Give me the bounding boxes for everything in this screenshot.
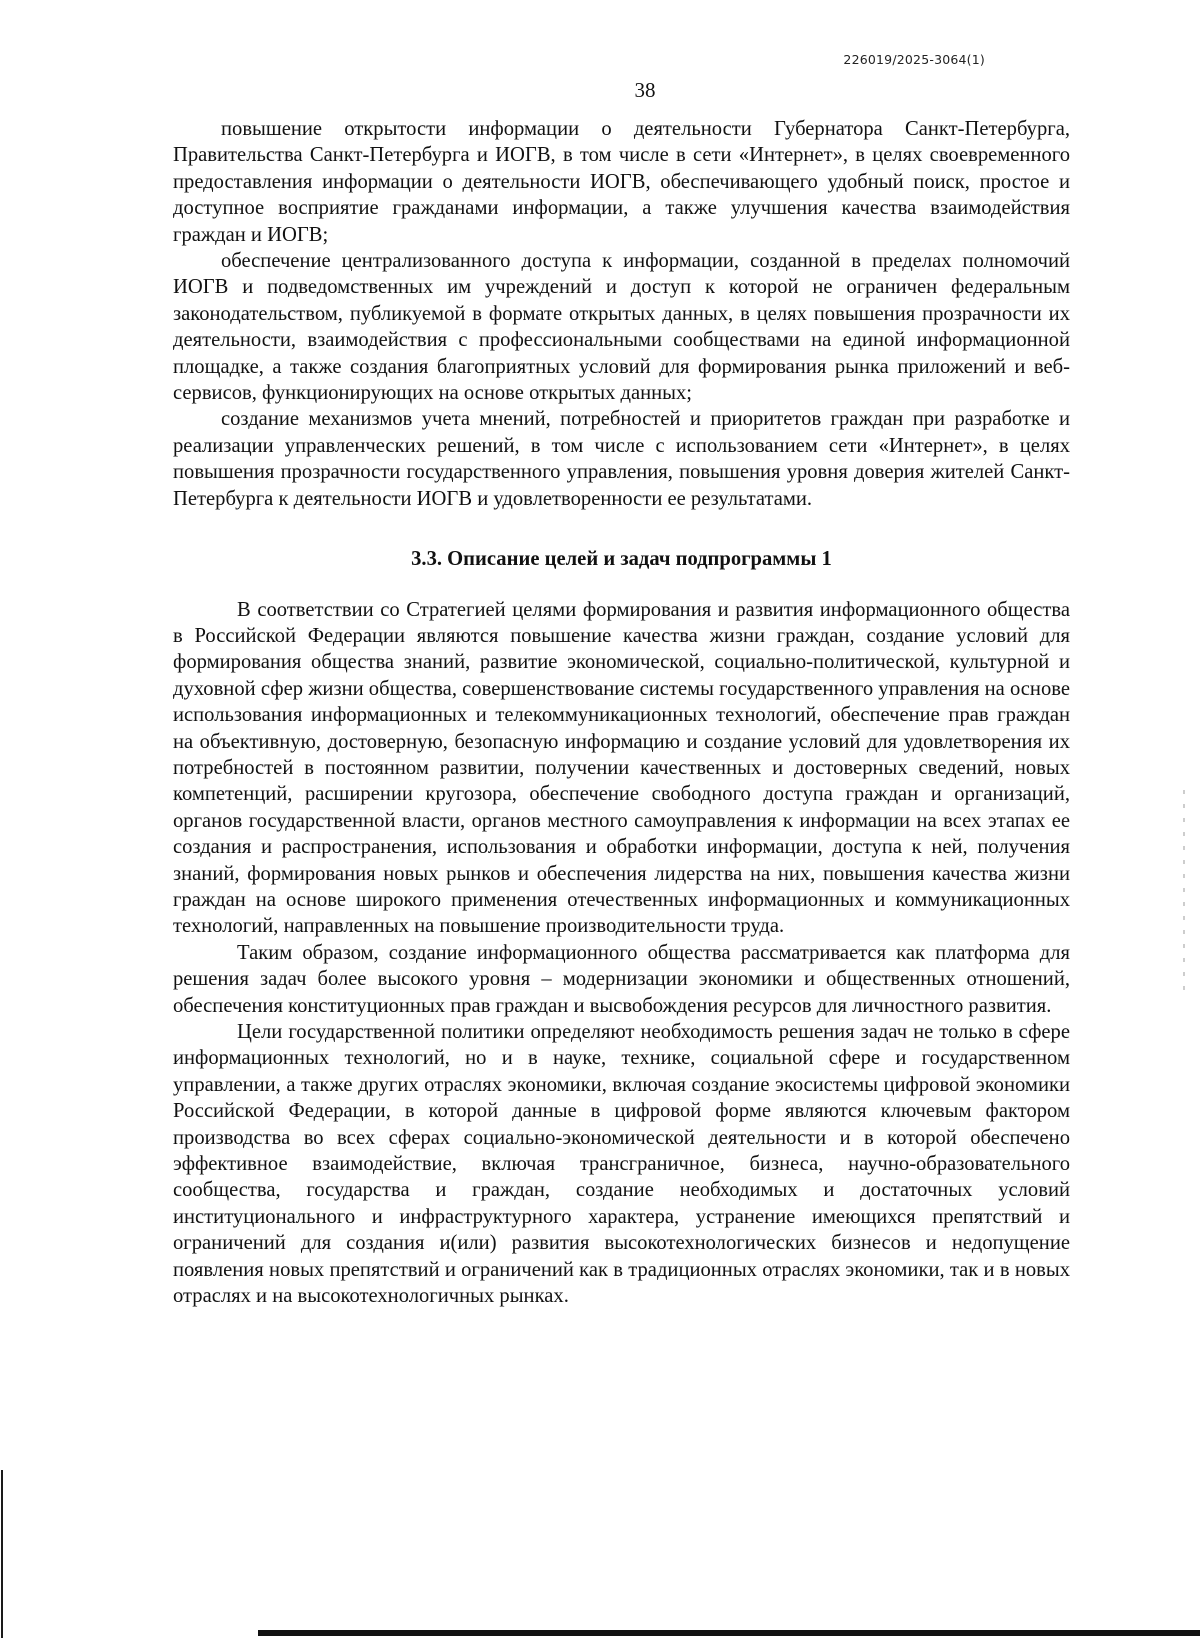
paragraph-open-data: обеспечение централизованного доступа к информации, созданной в пределах полномочий ИОГВ и подведомственных им учреждений и доступ к которой не ограничен федеральным законодательством, публикуемой в формате открытых данных, в целях повышения прозрачности их деятельности, взаимодействия с профессиональными сообществами на единой информационной площадке, а также создания благоприятных условий для формирования рынка приложений и веб-сервисов, функционирующих на основе открытых данных; — [173, 250, 1070, 405]
paragraph-state-policy-goals: Цели государственной политики определяют необходимость решения задач не только в сфере информационных технологий, но и в науке, технике, социальной сфере и государственном управлении, а также других отраслях экономики, включая создание экосистемы цифровой экономики Российской Федерации, в которой данные в цифровой форме являются ключевым фактором производства во всех сферах социально-экономической деятельности и в которой обеспечено эффективное взаимодействие, включая трансграничное, бизнеса, научно-образовательного сообщества, государства и граждан, создание необходимых и достаточных условий институционального и инфраструктурного характера, устранение имеющихся препятствий и ограничений для создания и(или) развития высокотехнологических бизнесов и недопущение появления новых препятствий и ограничений как в традиционных отраслях экономики, так и в новых отраслях и на высокотехнологичных рынках. — [173, 1021, 1070, 1308]
scan-artifact-left-edge — [1, 1470, 3, 1638]
scan-artifact-bottom-edge — [258, 1630, 1200, 1636]
paragraph-information-society-platform: Таким образом, создание информационного общества рассматривается как платформа для решения задач более высокого уровня – модернизации экономики и общественных отношений, обеспечения конституционных прав граждан и высвобождения ресурсов для личностного развития. — [173, 941, 1070, 1017]
section-heading: 3.3. Описание целей и задач подпрограммы 1 — [411, 548, 832, 571]
scan-artifact-right-edge — [1183, 790, 1185, 1000]
document-registration-number: 226019/2025-3064(1) — [843, 52, 985, 67]
paragraph-citizen-opinions: создание механизмов учета мнений, потребностей и приоритетов граждан при разработке и реализации управленческих решений, в том числе с использованием сети «Интернет», в целях повышения прозрачности государственного управления, повышения уровня доверия жителей Санкт-Петербурга к деятельности ИОГВ и удовлетворенности ее результатами. — [173, 408, 1070, 510]
document-body — [173, 116, 1070, 1309]
paragraph-strategy-goals: В соответствии со Стратегией целями формирования и развития информационного общества в Российской Федерации являются повышение качества жизни граждан, создание условий для формирования общества знаний, развитие экономической, социально-политической, культурной и духовной сфер жизни общества, совершенствование системы государственного управления на основе использования информационных и телекоммуникационных технологий, обеспечение прав граждан на объективную, достоверную, безопасную информацию и создание условий для удовлетворения их потребностей в постоянном развитии, получении качественных и достоверных сведений, новых компетенций, расширении кругозора, обеспечение свободного доступа граждан и организаций, органов государственной власти, органов местного самоуправления к информации на всех этапах ее создания и распространения, использования и обработки информации, доступа к ней, получения знаний, формирования новых рынков и обеспечения лидерства на них, повышения качества жизни граждан на основе широкого применения отечественных информационных и коммуникационных технологий, направленных на повышение производительности труда. — [173, 598, 1070, 938]
page-number: 38 — [634, 78, 656, 102]
paragraph-open-information: повышение открытости информации о деятельности Губернатора Санкт-Петербурга, Правительства Санкт-Петербурга и ИОГВ, в том числе в сети «Интернет», в целях своевременного предоставления информации о деятельности ИОГВ, обеспечивающего удобный поиск, простое и доступное восприятие гражданами информации, а также улучшения качества взаимодействия граждан и ИОГВ; — [173, 118, 1070, 246]
